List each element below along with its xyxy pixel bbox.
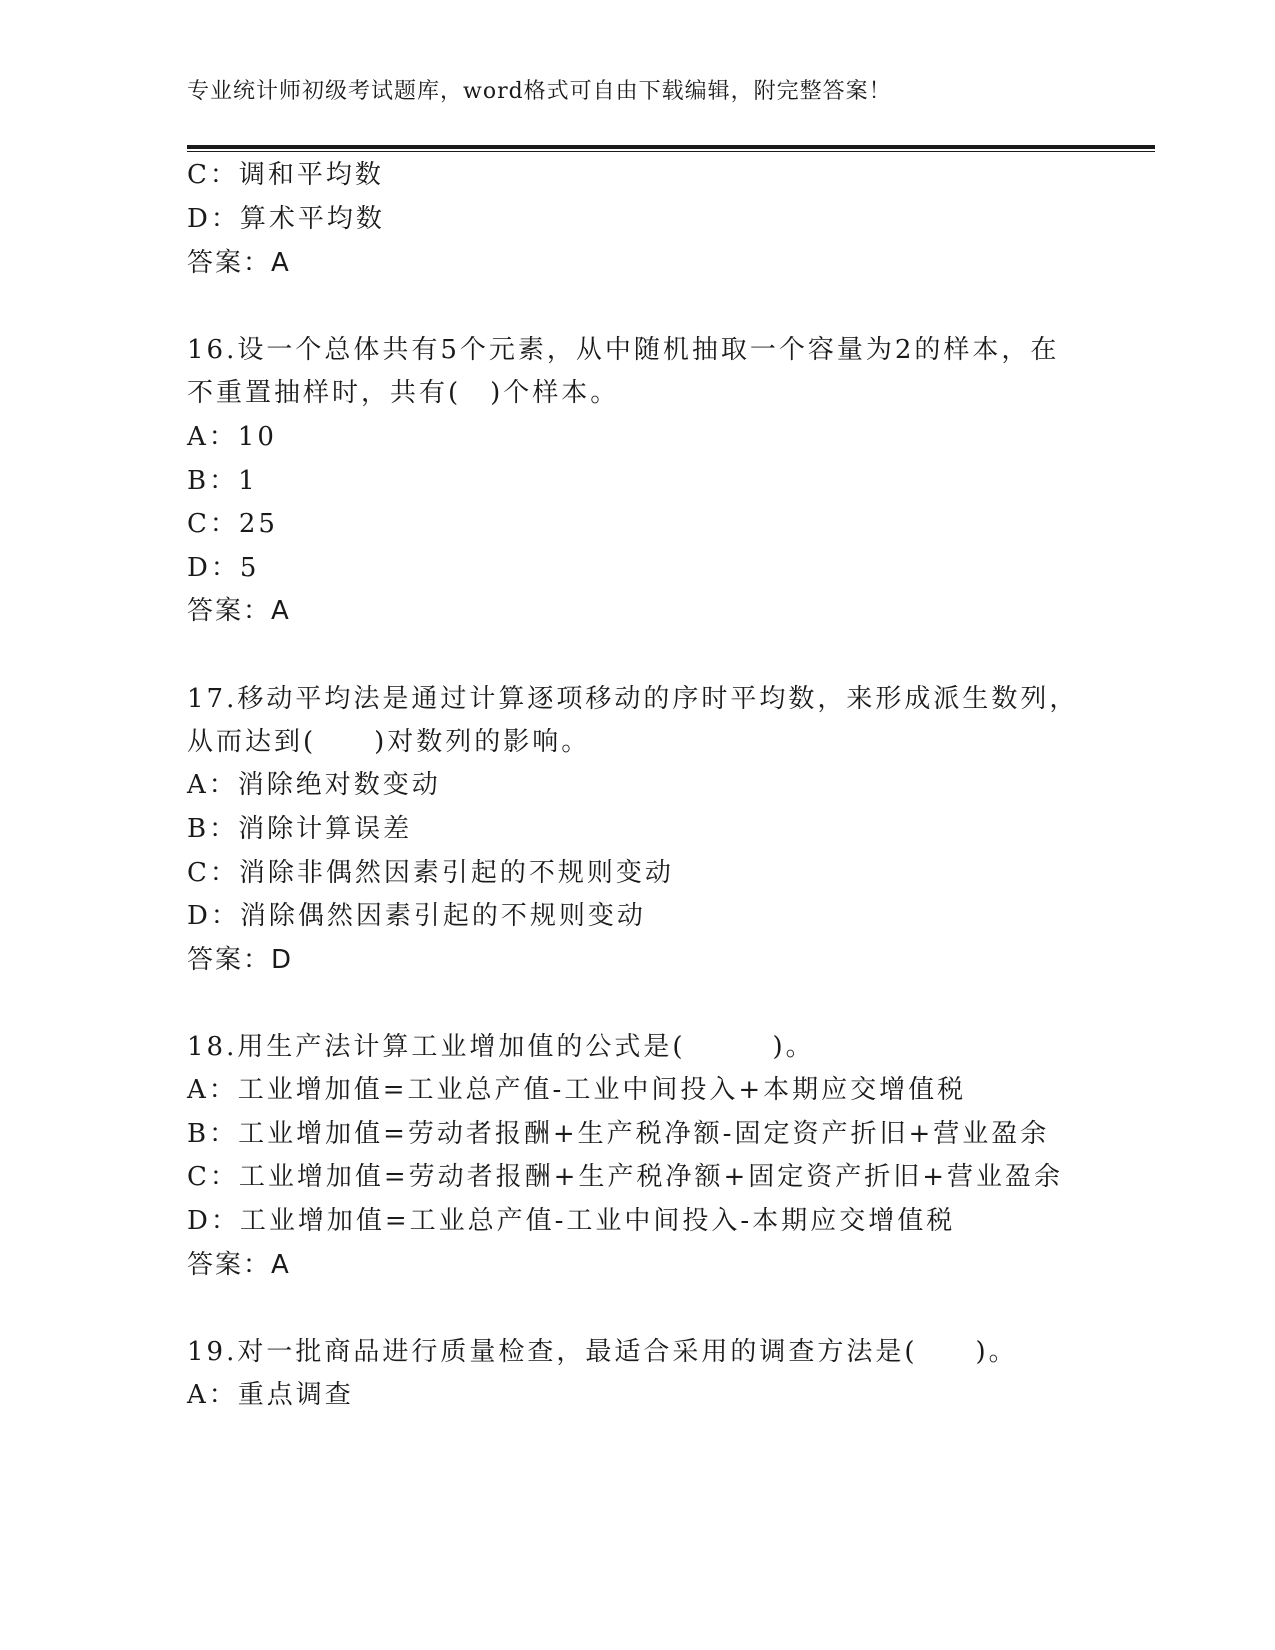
- question-line: 19.对一批商品进行质量检查，最适合采用的调查方法是( )。: [187, 1337, 1018, 1367]
- option-line: D：消除偶然因素引起的不规则变动: [187, 901, 646, 931]
- answer-line: 答案：D: [187, 945, 294, 975]
- question-line: 从而达到( )对数列的影响。: [187, 727, 591, 757]
- option-line: C：工业增加值=劳动者报酬+生产税净额+固定资产折旧+营业盈余: [187, 1162, 1064, 1192]
- answer-line: 答案：A: [187, 1250, 291, 1280]
- option-line: A：工业增加值=工业总产值-工业中间投入+本期应交增值税: [187, 1075, 967, 1105]
- question-line: 16.设一个总体共有5个元素，从中随机抽取一个容量为2的样本，在: [187, 335, 1060, 365]
- option-line: D：算术平均数: [187, 204, 385, 234]
- option-line: D：工业增加值=工业总产值-工业中间投入-本期应交增值税: [187, 1206, 956, 1236]
- page-header: 专业统计师初级考试题库，word格式可自由下载编辑，附完整答案！: [187, 79, 892, 104]
- option-line: A：消除绝对数变动: [187, 770, 441, 800]
- option-line: B：工业增加值=劳动者报酬+生产税净额-固定资产折旧+营业盈余: [187, 1119, 1050, 1149]
- header-rule-thick: [187, 145, 1155, 149]
- option-line: B：消除计算误差: [187, 814, 413, 844]
- option-line: A：重点调查: [187, 1380, 354, 1410]
- option-line: A：10: [187, 422, 277, 452]
- option-line: C：调和平均数: [187, 160, 384, 190]
- option-line: B：1: [187, 466, 258, 496]
- question-line: 不重置抽样时，共有( )个样本。: [187, 378, 620, 408]
- header-rule-thin: [187, 151, 1155, 152]
- option-line: C：25: [187, 509, 278, 539]
- answer-line: 答案：A: [187, 596, 291, 626]
- option-line: D：5: [187, 553, 260, 583]
- question-line: 18.用生产法计算工业增加值的公式是( )。: [187, 1032, 815, 1062]
- question-line: 17.移动平均法是通过计算逐项移动的序时平均数，来形成派生数列，: [187, 684, 1079, 714]
- option-line: C：消除非偶然因素引起的不规则变动: [187, 858, 674, 888]
- answer-line: 答案：A: [187, 248, 291, 278]
